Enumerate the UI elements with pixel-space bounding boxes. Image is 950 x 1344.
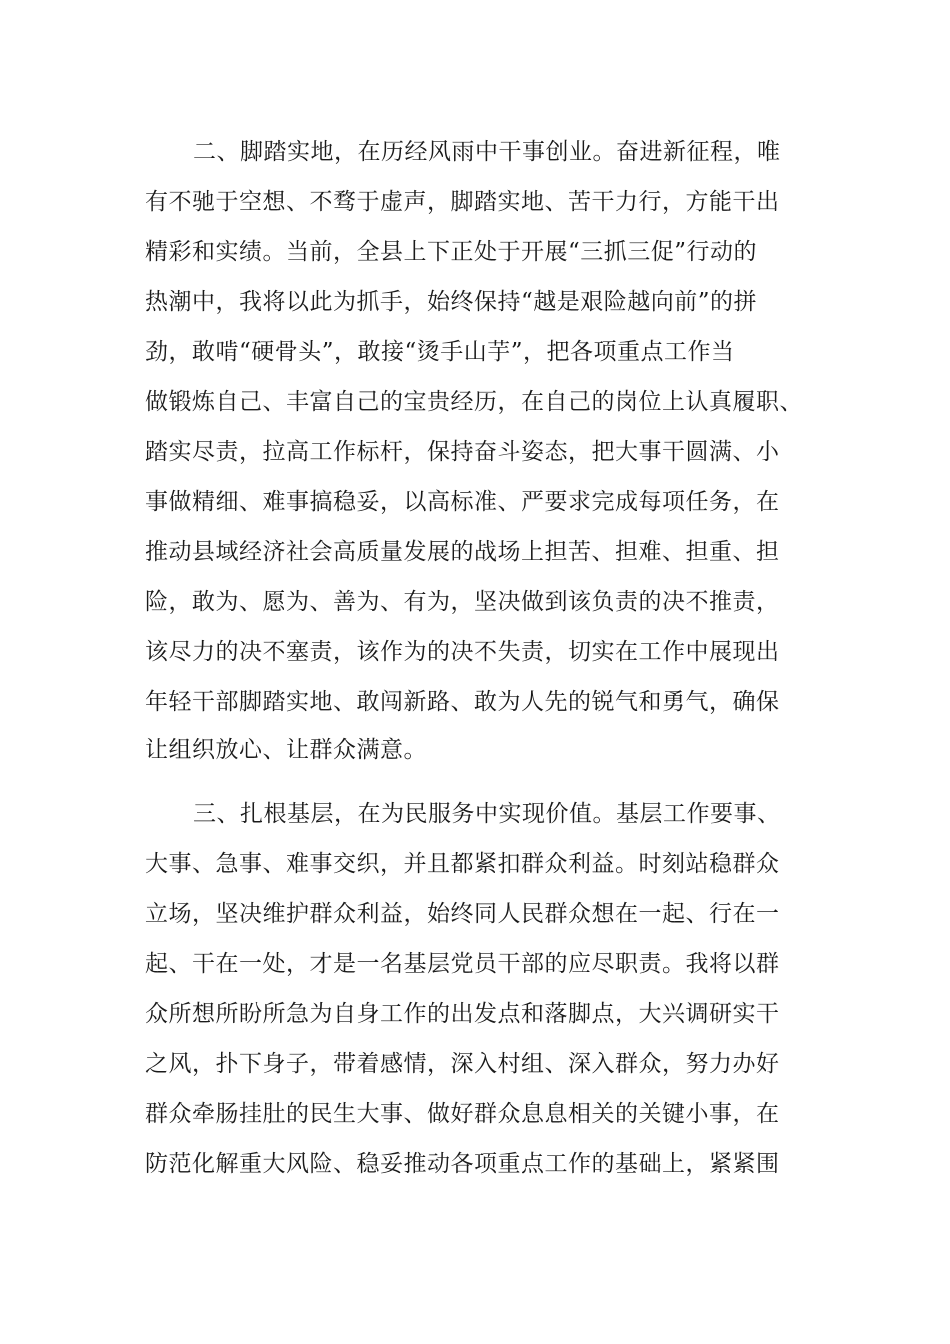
paragraph-2-line-7: 踏实尽责，拉高工作标杆，保持奋斗姿态，把大事干圆满、小: [145, 439, 780, 465]
paragraph-3-line-4: 起、干在一处，才是一名基层党员干部的应尽职责。我将以群: [145, 951, 780, 977]
paragraph-3-line-7: 群众牵肠挂肚的民生大事、做好群众息息相关的关键小事，在: [145, 1101, 780, 1127]
paragraph-2-line-9: 推动县域经济社会高质量发展的战场上担苦、担难、担重、担: [145, 539, 780, 565]
paragraph-2-line-8: 事做精细、难事搞稳妥，以高标准、严要求完成每项任务，在: [145, 489, 780, 515]
paragraph-2-line-13: 让组织放心、让群众满意。: [145, 737, 427, 763]
paragraph-3-line-8: 防范化解重大风险、稳妥推动各项重点工作的基础上，紧紧围: [145, 1151, 780, 1177]
paragraph-2-line-11: 该尽力的决不塞责，该作为的决不失责，切实在工作中展现出: [145, 639, 780, 665]
paragraph-3-line-3: 立场，坚决维护群众利益，始终同人民群众想在一起、行在一: [145, 901, 780, 927]
paragraph-2-line-12: 年轻干部脚踏实地、敢闯新路、敢为人先的锐气和勇气，确保: [145, 689, 780, 715]
paragraph-3-line-6: 之风，扑下身子，带着感情，深入村组、深入群众，努力办好: [145, 1051, 780, 1077]
paragraph-2-line-4: 热潮中，我将以此为抓手，始终保持“越是艰险越向前”的拼: [145, 289, 758, 315]
paragraph-2-line-3: 精彩和实绩。当前，全县上下正处于开展“三抓三促”行动的: [145, 239, 758, 265]
paragraph-2-line-1: 二、脚踏实地，在历经风雨中干事创业。奋进新征程，唯: [193, 139, 781, 165]
paragraph-3-line-5: 众所想所盼所急为自身工作的出发点和落脚点，大兴调研实干: [145, 1001, 780, 1027]
paragraph-2-line-10: 险，敢为、愿为、善为、有为，坚决做到该负责的决不推责，: [145, 589, 780, 615]
paragraph-2-line-5: 劲，敢啃“硬骨头”，敢接“烫手山芋”，把各项重点工作当: [145, 339, 735, 365]
paragraph-2-line-6: 做锻炼自己、丰富自己的宝贵经历，在自己的岗位上认真履职、: [145, 389, 803, 415]
paragraph-2-line-2: 有不驰于空想、不骛于虚声，脚踏实地、苦干力行，方能干出: [145, 189, 780, 215]
paragraph-3-line-1: 三、扎根基层，在为民服务中实现价值。基层工作要事、: [193, 801, 781, 827]
paragraph-3-line-2: 大事、急事、难事交织，并且都紧扣群众利益。时刻站稳群众: [145, 851, 780, 877]
